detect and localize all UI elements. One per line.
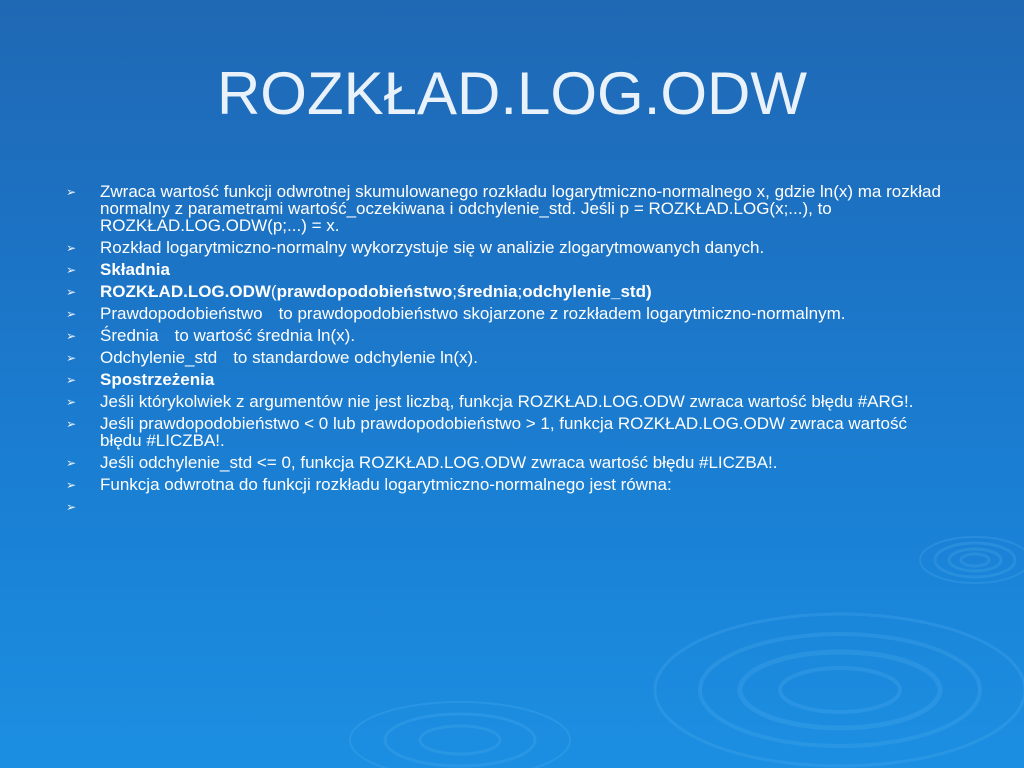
arrow-bullet-icon: ➢ <box>66 329 77 343</box>
list-item <box>66 261 946 278</box>
param-description: to prawdopodobieństwo skojarzone z rozkładem logarytmiczno-normalnym. <box>278 304 846 323</box>
param-term: Prawdopodobieństwo <box>100 304 263 323</box>
list-item <box>66 371 946 388</box>
list-item <box>66 305 946 322</box>
list-item <box>66 476 946 493</box>
list-item <box>66 415 946 449</box>
list-item <box>66 393 946 410</box>
syntax-separator: ; <box>517 282 523 301</box>
item-text: Jeśli prawdopodobieństwo < 0 lub prawdopodobieństwo > 1, funkcja ROZKŁAD.LOG.ODW zwraca wartość błędu #LICZBA!. <box>100 414 907 450</box>
section-heading-syntax: Składnia <box>100 260 170 279</box>
arrow-bullet-icon: ➢ <box>66 395 77 409</box>
arrow-bullet-icon: ➢ <box>66 185 77 199</box>
list-item <box>66 349 946 366</box>
item-text: Rozkład logarytmiczno-normalny wykorzystuje się w analizie zlogarytmowanych danych. <box>100 238 765 257</box>
item-text: Zwraca wartość funkcji odwrotnej skumulowanego rozkładu logarytmiczno-normalnego x, gdzie ln(x) ma rozkład normalny z parametrami wartość_oczekiwana i odchylenie_std. Jeśli p = ROZKŁAD.LOG(x;...), to ROZKŁAD.LOG.ODW(p;...) = x. <box>100 182 941 235</box>
param-term: Odchylenie_std <box>100 348 218 367</box>
list-item <box>66 239 946 256</box>
param-description: to standardowe odchylenie ln(x). <box>233 348 478 367</box>
syntax-separator: ; <box>452 282 457 301</box>
item-text: Funkcja odwrotna do funkcji rozkładu logarytmiczno-normalnego jest równa: <box>100 475 672 494</box>
item-text: Jeśli odchylenie_std <= 0, funkcja ROZKŁAD.LOG.ODW zwraca wartość błędu #LICZBA!. <box>100 453 778 472</box>
syntax-arg-probability: prawdopodobieństwo <box>276 282 453 301</box>
syntax-close-paren: ) <box>645 282 652 301</box>
param-term: Średnia <box>100 326 159 345</box>
syntax-arg-stddev: odchylenie_std <box>522 282 646 301</box>
arrow-bullet-icon: ➢ <box>66 500 77 514</box>
item-text: Jeśli którykolwiek z argumentów nie jest liczbą, funkcja ROZKŁAD.LOG.ODW zwraca wartość błędu #ARG!. <box>100 392 914 411</box>
arrow-bullet-icon: ➢ <box>66 307 77 321</box>
bullet-list <box>66 182 946 514</box>
arrow-bullet-icon: ➢ <box>66 285 77 299</box>
arrow-bullet-icon: ➢ <box>66 241 77 255</box>
arrow-bullet-icon: ➢ <box>66 263 77 277</box>
syntax-function-name: ROZKŁAD.LOG.ODW <box>100 282 271 301</box>
arrow-bullet-icon: ➢ <box>66 373 77 387</box>
section-heading-remarks: Spostrzeżenia <box>100 370 215 389</box>
list-item <box>66 283 946 300</box>
list-item <box>66 327 946 344</box>
list-item <box>66 183 946 234</box>
param-description: to wartość średnia ln(x). <box>174 326 356 345</box>
syntax-arg-mean: średnia <box>456 282 518 301</box>
arrow-bullet-icon: ➢ <box>66 417 77 431</box>
arrow-bullet-icon: ➢ <box>66 456 77 470</box>
list-item <box>66 454 946 471</box>
syntax-open-paren: ( <box>270 282 277 301</box>
arrow-bullet-icon: ➢ <box>66 478 77 492</box>
slide-title: ROZKŁAD.LOG.ODW <box>216 60 808 127</box>
arrow-bullet-icon: ➢ <box>66 351 77 365</box>
